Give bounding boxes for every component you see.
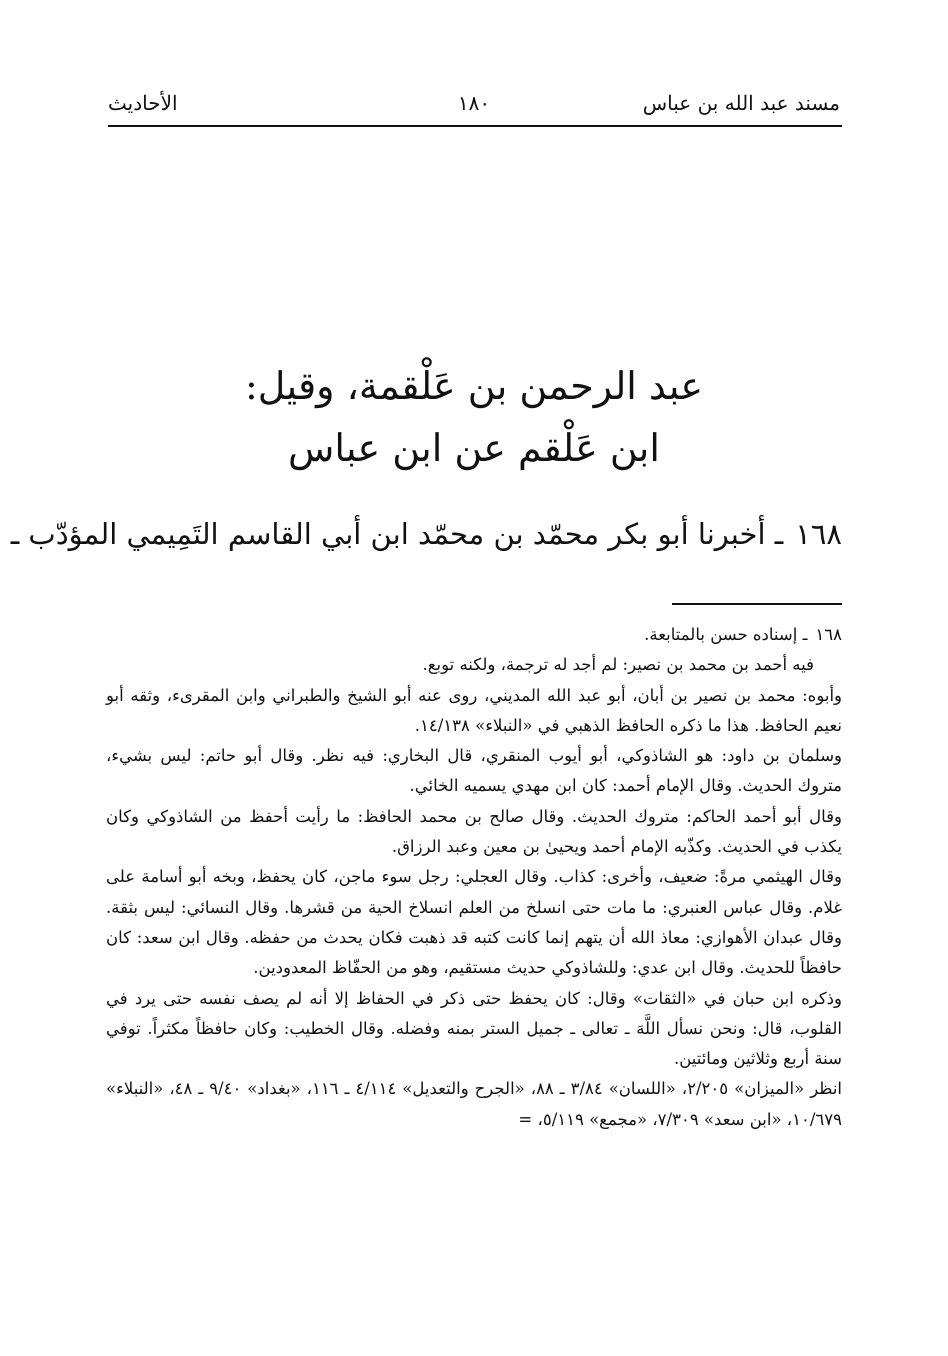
footnote-paragraph: وأبوه: محمد بن نصير بن أبان، أبو عبد الله المديني، روى عنه أبو الشيخ والطبراني وابن المقرىء، وثقه أبو نعيم الحافظ. هذا ما ذكره الحافظ الذهبي في «النبلاء» ١٤/١٣٨. (106, 685, 842, 735)
hadith-body: ـ أخبرنا أبو بكر محمّد بن محمّد ابن أبي القاسم التَمِيمي المؤدّب ـ (10, 517, 784, 551)
chapter-heading-line-2: ابن عَلْقم عن ابن عباس (288, 426, 660, 470)
hadith-number: ١٦٨ (795, 517, 842, 551)
header-section-title: الأحاديث (108, 91, 178, 115)
running-header (108, 88, 840, 124)
header-divider (108, 125, 842, 127)
footnote-heading-text: ـ إسناده حسن بالمتابعة. (644, 625, 808, 644)
page-number: ١٨٠ (457, 91, 491, 115)
header-book-title: مسند عبد الله بن عباس (642, 91, 840, 115)
chapter-heading (108, 355, 840, 479)
footnote-divider (672, 603, 842, 605)
footnote-number: ١٦٨ (815, 625, 842, 644)
footnote-heading (106, 620, 842, 650)
chapter-heading-line-1: عبد الرحمن بن عَلْقمة، وقيل: (244, 364, 704, 408)
footnote-paragraph: وسلمان بن داود: هو الشاذوكي، أبو أيوب المنقري، قال البخاري: فيه نظر. وقال أبو حاتم: ليس بشيء، متروك الحديث. وقال الإمام أحمد: كان ابن مهدي يسميه الخائي. (106, 746, 842, 796)
footnote-paragraph: وقال الهيثمي مرةً: ضعيف، وأخرى: كذاب. وقال العجلي: رجل سوء ماجن، كان يحفظ، وبخه أبو أسامة على غلام. وقال عباس العنبري: ما مات حتى انسلخ من العلم انسلاخ الحية من قشرها. وقال النسائي: ليس بثقة. وقال عبدان الأهوازي: معاذ الله أن يتهم إنما كانت كتبه قد ذهبت فكان يحدث من حفظه. وقال ابن سعد: كان حافظاً للحديث. وقال ابن عدي: وللشاذوكي حديث مستقيم، وهو من الحفّاظ المعدودين. (106, 867, 842, 978)
hadith-text (10, 512, 842, 556)
footnote-paragraph: وذكره ابن حبان في «الثقات» وقال: كان يحفظ حتى ذكر في الحفاظ إلا أنه لم يصف نفسه حتى يرد في القلوب، قال: ونحن نسأل اللَّهَ ـ تعالى ـ جميل الستر بمنه وفضله. وقال الخطيب: وكان حافظاً مكثراً. توفي سنة أربع وثلاثين ومائتين. (106, 988, 842, 1069)
footnote-references: انظر «الميزان» ٢/٢٠٥، «اللسان» ٣/٨٤ ـ ٨٨، «الجرح والتعديل» ٤/١١٤ ـ ١١٦، «بغداد» ٩/٤٠ ـ ٤٨، «النبلاء» ١٠/٦٧٩، «ابن سعد» ٧/٣٠٩، «مجمع» ٥/١١٩، = (106, 1079, 843, 1129)
footnote-paragraph: وقال أبو أحمد الحاكم: متروك الحديث. وقال صالح بن محمد الحافظ: ما رأيت أحفظ من الشاذوكي وكان يكذب في الحديث. وكذّبه الإمام أحمد ويحيىٰ بن معين وعبد الرزاق. (106, 806, 842, 857)
footnote-block (106, 620, 842, 1135)
footnote-paragraph: فيه أحمد بن محمد بن نصير: لم أجد له ترجمة، ولكنه توبع. (422, 655, 814, 675)
